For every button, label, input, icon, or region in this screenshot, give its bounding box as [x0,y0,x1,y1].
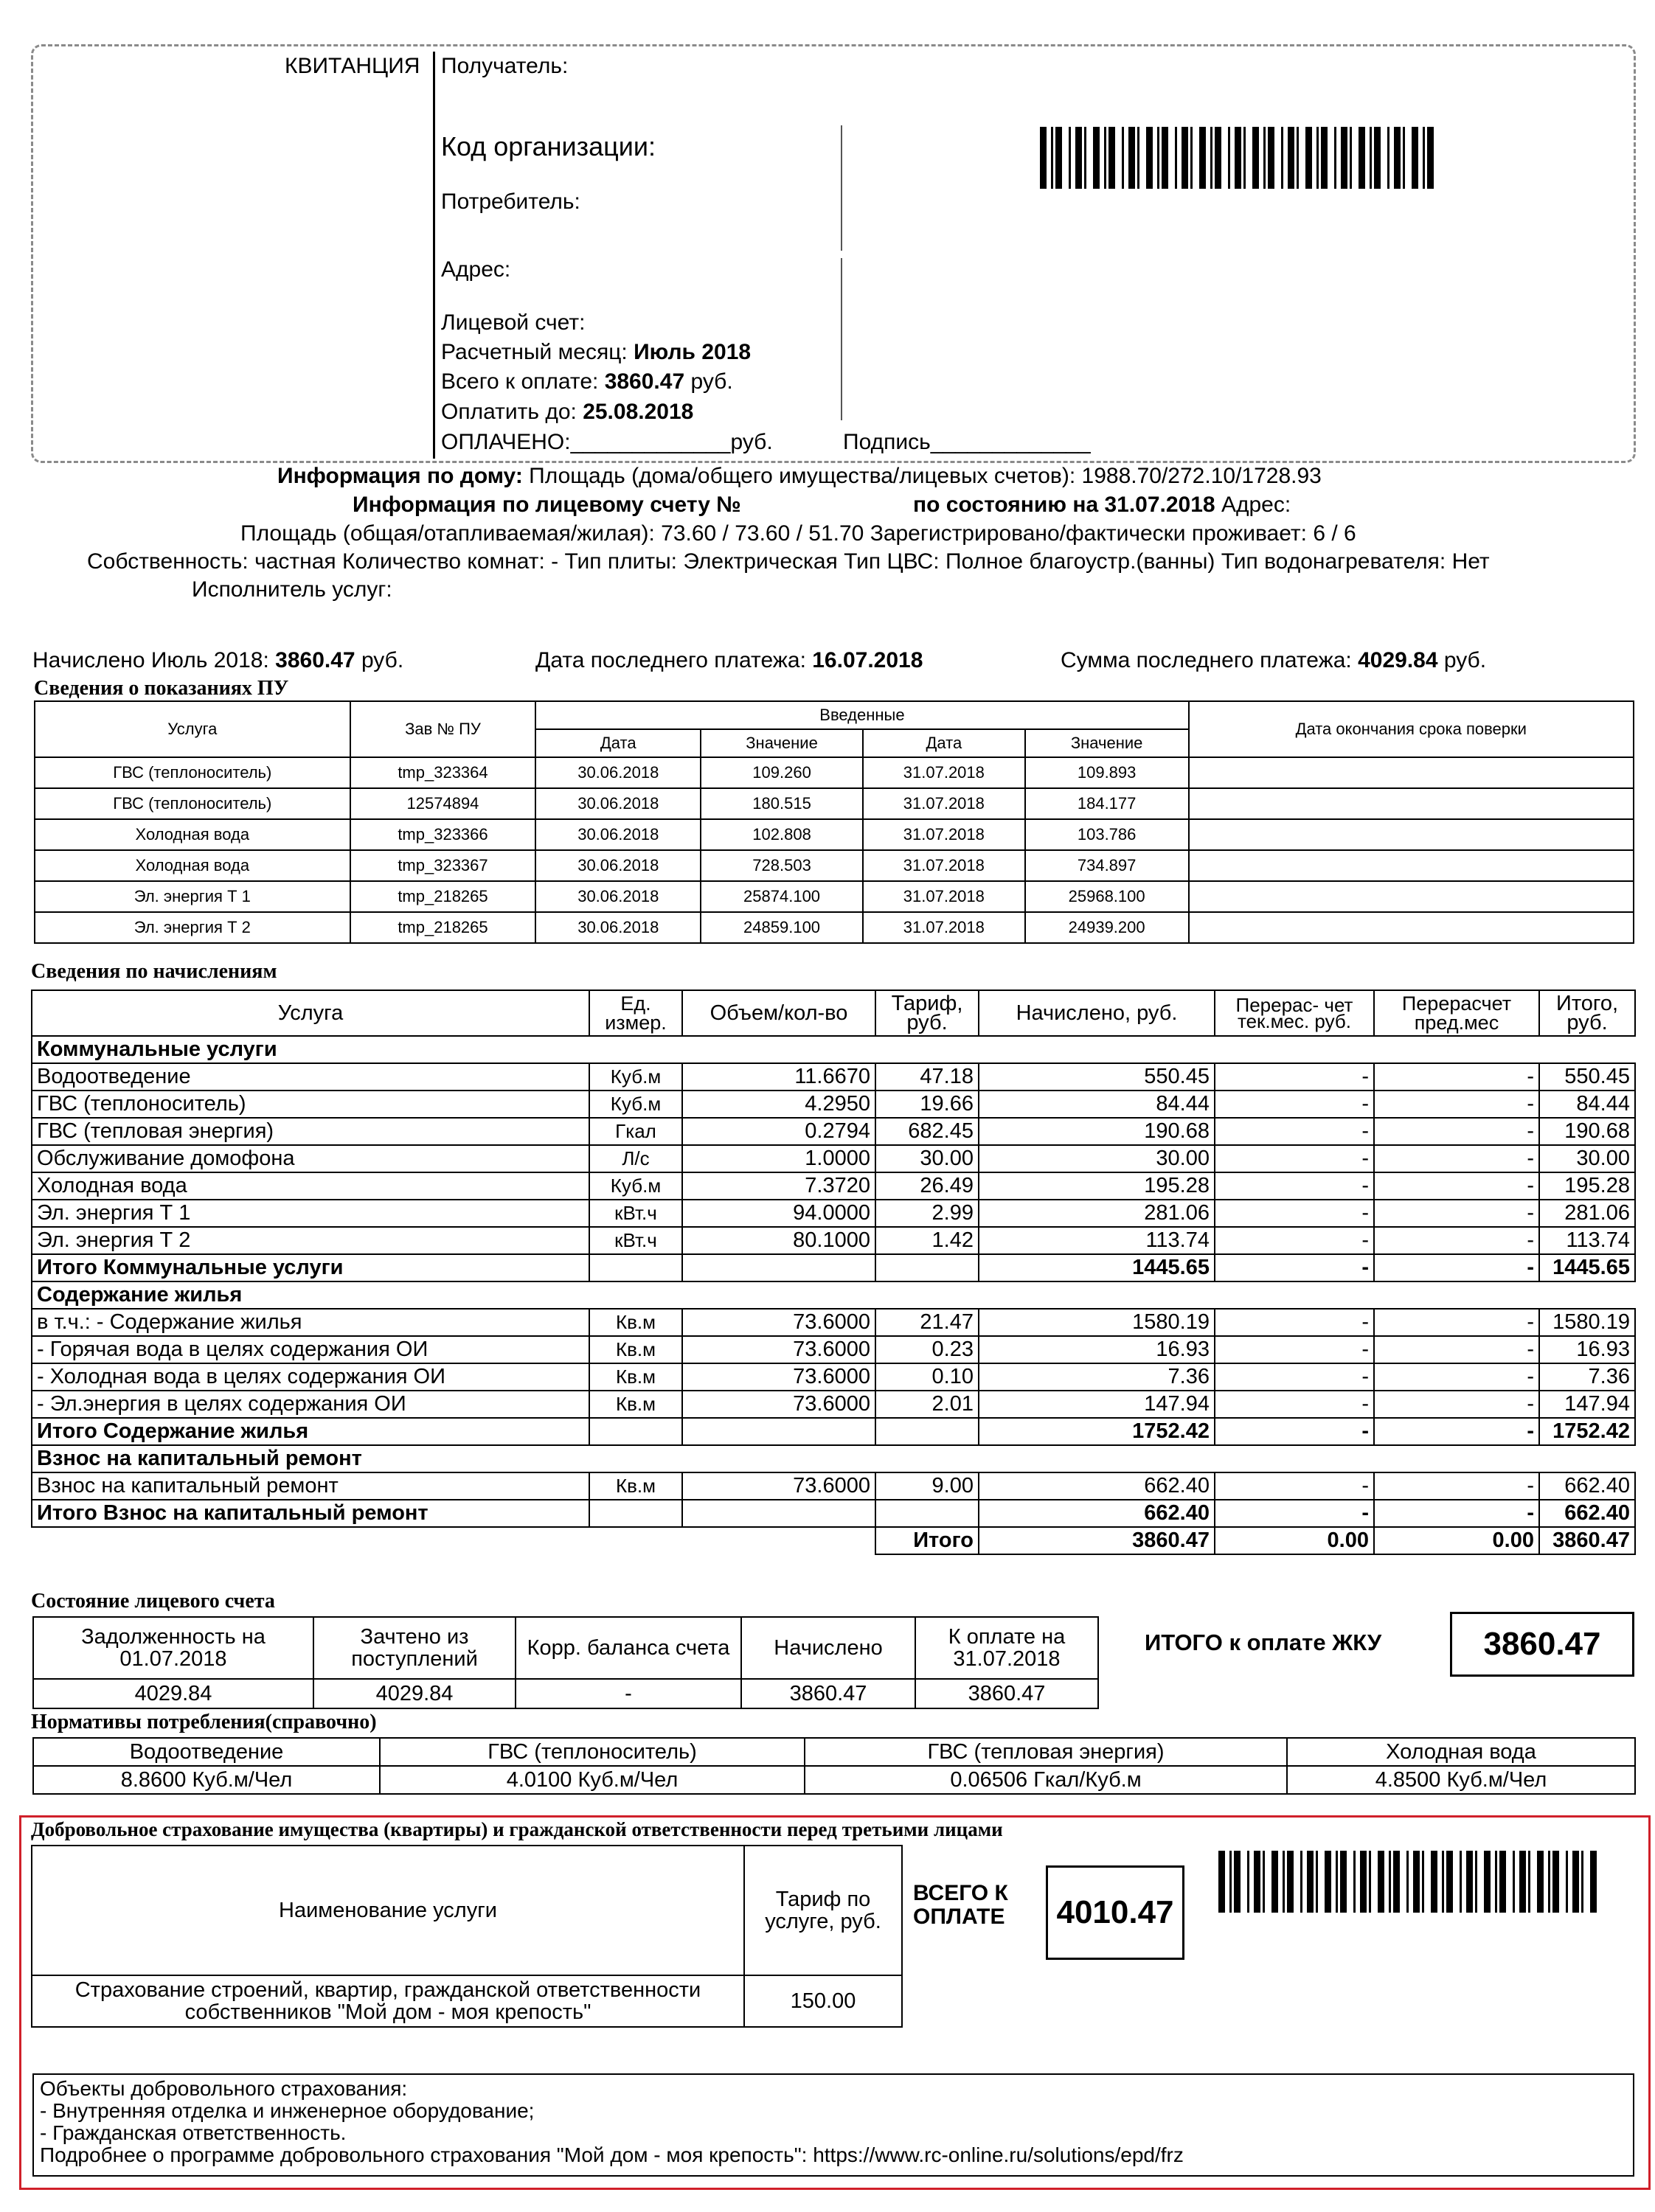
account-state-header: К оплате на 31.07.2018 [915,1617,1098,1679]
accrued: 84.44 [979,1091,1215,1118]
unit: Кв.м [589,1309,682,1336]
charges-row [32,1472,1635,1500]
accrued: 550.45 [979,1063,1215,1091]
charges-section-row [32,1281,1635,1309]
insurance-total-value: 4010.47 [1046,1865,1184,1960]
charges-row [32,1091,1635,1118]
charges-subtotal-row [32,1418,1635,1445]
meter-cell-d1: 30.06.2018 [535,912,701,943]
recipient-label: Получатель: [441,54,569,78]
unit: Кв.м [589,1391,682,1418]
meter-cell-meter: tmp_218265 [350,881,536,912]
norm-header: ГВС (тепловая энергия) [805,1738,1287,1766]
receipt-box [31,44,1636,463]
meter-cell-meter: 12574894 [350,788,536,819]
meter-cell-verification [1189,912,1634,943]
recalc-current: - [1215,1500,1374,1527]
row-total: 113.74 [1539,1227,1635,1254]
tariff: 21.47 [875,1309,979,1336]
service-name: Водоотведение [32,1063,589,1091]
area-line: Площадь (общая/отапливаемая/жилая): 73.60 / 73.60 / 51.70 Зарегистрировано/фактически проживает: 6 / 6 [240,521,1356,546]
meter-cell-verification [1189,819,1634,850]
insurance-title: Добровольное страхование имущества (квартиры) и гражданской ответственности перед третьими лицами [31,1818,1003,1840]
due-line: Оплатить до: 25.08.2018 [441,400,694,424]
meter-cell-v1: 109.260 [701,757,863,788]
recalc-current: - [1215,1227,1374,1254]
recalc-previous: - [1374,1363,1539,1391]
receipt-label: КВИТАНЦИЯ [285,54,420,78]
recalc-previous: - [1374,1172,1539,1200]
subtotal-name: Итого Содержание жилья [32,1418,589,1445]
grand-total-accrued: 3860.47 [979,1527,1215,1554]
recalc-current: - [1215,1363,1374,1391]
service-name: Обслуживание домофона [32,1145,589,1172]
account-state-value: 4029.84 [313,1679,516,1708]
vertical-rule [841,258,842,420]
account-state-header: Корр. баланса счета [516,1617,741,1679]
tariff: 9.00 [875,1472,979,1500]
charges-row [32,1172,1635,1200]
meter-cell-v1: 102.808 [701,819,863,850]
meters-header-date: Дата [535,729,701,757]
recalc-previous: - [1374,1336,1539,1363]
barcode-icon [1040,127,1444,189]
accrued: 281.06 [979,1200,1215,1227]
meter-cell-d1: 30.06.2018 [535,881,701,912]
charges-row [32,1391,1635,1418]
meter-cell-v2: 109.893 [1025,757,1189,788]
insurance-object-item: - Гражданская ответственность. [40,2121,347,2144]
norm-value: 4.8500 Куб.м/Чел [1287,1766,1635,1794]
meter-cell-d2: 31.07.2018 [863,819,1025,850]
tariff: 30.00 [875,1145,979,1172]
charges-header-recalc-current: Перерас- чет тек.мес. руб. [1215,990,1374,1036]
section-name: Коммунальные услуги [32,1036,1635,1063]
meter-cell-v1: 180.515 [701,788,863,819]
volume: 1.0000 [682,1145,875,1172]
norm-header: Водоотведение [33,1738,380,1766]
recalc-current: - [1215,1254,1374,1281]
account-state-table [32,1616,1099,1709]
service-name: Холодная вода [32,1172,589,1200]
row-total: 1445.65 [1539,1254,1635,1281]
recalc-current: - [1215,1200,1374,1227]
meter-cell-v2: 24939.200 [1025,912,1189,943]
tariff: 0.23 [875,1336,979,1363]
charges-section-row [32,1445,1635,1472]
unit: Куб.м [589,1063,682,1091]
charges-row [32,1309,1635,1336]
section-name: Взнос на капитальный ремонт [32,1445,1635,1472]
volume: 4.2950 [682,1091,875,1118]
house-info-line: Информация по дому: Площадь (дома/общего имущества/лицевых счетов): 1988.70/272.10/1728.93 [277,464,1322,488]
service-name: - Эл.энергия в целях содержания ОИ [32,1391,589,1418]
recalc-current: - [1215,1336,1374,1363]
meters-header-verification: Дата окончания срока поверки [1189,701,1634,757]
charges-row [32,1145,1635,1172]
unit: Гкал [589,1118,682,1145]
meters-header-date: Дата [863,729,1025,757]
norms-table [32,1737,1636,1795]
tariff: 19.66 [875,1091,979,1118]
volume: 73.6000 [682,1472,875,1500]
insurance-header-tariff: Тариф по услуге, руб. [744,1846,902,1975]
tariff: 682.45 [875,1118,979,1145]
recalc-previous: - [1374,1227,1539,1254]
meters-table [34,700,1634,944]
recalc-current: - [1215,1172,1374,1200]
volume [682,1418,875,1445]
address-label: Адрес: [441,257,511,282]
unit: кВт.ч [589,1227,682,1254]
accrued: 190.68 [979,1118,1215,1145]
row-total: 662.40 [1539,1500,1635,1527]
recalc-previous: - [1374,1309,1539,1336]
period-line: Расчетный месяц: Июль 2018 [441,340,752,364]
volume [682,1254,875,1281]
meter-cell-v2: 734.897 [1025,850,1189,881]
meters-header-service: Услуга [35,701,350,757]
grand-total-recalc-previous: 0.00 [1374,1527,1539,1554]
charges-header-recalc-previous: Перерасчет пред.мес [1374,990,1539,1036]
insurance-objects-title: Объекты добровольного страхования: [40,2077,408,2100]
row-total: 550.45 [1539,1063,1635,1091]
charges-row [32,1063,1635,1091]
meter-cell-service: ГВС (теплоноситель) [35,788,350,819]
accrued: 30.00 [979,1145,1215,1172]
charges-header-accrued: Начислено, руб. [979,990,1215,1036]
meter-row [35,757,1634,788]
meter-cell-v2: 25968.100 [1025,881,1189,912]
charges-section-row [32,1036,1635,1063]
meter-cell-meter: tmp_218265 [350,912,536,943]
meter-cell-service: Холодная вода [35,819,350,850]
tariff [875,1418,979,1445]
recalc-current: - [1215,1391,1374,1418]
recalc-current: - [1215,1418,1374,1445]
recalc-previous: - [1374,1472,1539,1500]
row-total: 7.36 [1539,1363,1635,1391]
signature-line: Подпись_____________ [843,430,1091,454]
meter-cell-service: Эл. энергия Т 2 [35,912,350,943]
account-state-value: 3860.47 [915,1679,1098,1708]
unit: Кв.м [589,1363,682,1391]
meter-cell-service: Эл. энергия Т 1 [35,881,350,912]
last-payment-date-line: Дата последнего платежа: 16.07.2018 [535,648,923,672]
service-name: ГВС (тепловая энергия) [32,1118,589,1145]
paid-line: ОПЛАЧЕНО:_____________руб. [441,430,773,454]
service-name: - Холодная вода в целях содержания ОИ [32,1363,589,1391]
recalc-previous: - [1374,1091,1539,1118]
meter-cell-verification [1189,757,1634,788]
barcode-icon [1218,1851,1605,1913]
grand-total-recalc-current: 0.00 [1215,1527,1374,1554]
recalc-current: - [1215,1145,1374,1172]
accrued: 147.94 [979,1391,1215,1418]
volume: 11.6670 [682,1063,875,1091]
meter-cell-v1: 24859.100 [701,912,863,943]
row-total: 1580.19 [1539,1309,1635,1336]
charges-header-unit: Ед. измер. [589,990,682,1036]
row-total: 84.44 [1539,1091,1635,1118]
due-value: 25.08.2018 [583,400,694,424]
tariff [875,1254,979,1281]
ownership-line: Собственность: частная Количество комнат: - Тип плиты: Электрическая Тип ЦВС: Полное благоустр.(ванны) Тип водонагревателя: Нет [87,549,1490,574]
volume: 73.6000 [682,1336,875,1363]
meters-title: Сведения о показаниях ПУ [34,677,289,700]
unit: Кв.м [589,1336,682,1363]
meter-row [35,881,1634,912]
recalc-previous: - [1374,1200,1539,1227]
meter-cell-verification [1189,850,1634,881]
service-name: в т.ч.: - Содержание жилья [32,1309,589,1336]
charges-row [32,1363,1635,1391]
volume: 73.6000 [682,1363,875,1391]
meter-cell-d1: 30.06.2018 [535,757,701,788]
row-total: 16.93 [1539,1336,1635,1363]
recalc-previous: - [1374,1500,1539,1527]
recalc-previous: - [1374,1145,1539,1172]
meter-cell-verification [1189,881,1634,912]
meter-cell-v1: 25874.100 [701,881,863,912]
charges-header-total: Итого, руб. [1539,990,1635,1036]
norm-value: 0.06506 Гкал/Куб.м [805,1766,1287,1794]
row-total: 662.40 [1539,1472,1635,1500]
service-name: ГВС (теплоноситель) [32,1091,589,1118]
accrued: 16.93 [979,1336,1215,1363]
meter-cell-v2: 103.786 [1025,819,1189,850]
volume: 73.6000 [682,1309,875,1336]
last-payment-sum-line: Сумма последнего платежа: 4029.84 руб. [1061,648,1487,672]
recalc-previous: - [1374,1418,1539,1445]
unit: Куб.м [589,1172,682,1200]
housing-total-value: 3860.47 [1450,1612,1634,1677]
section-name: Содержание жилья [32,1281,1635,1309]
service-name: Эл. энергия Т 1 [32,1200,589,1227]
tariff: 47.18 [875,1063,979,1091]
meter-cell-service: ГВС (теплоноситель) [35,757,350,788]
consumer-label: Потребитель: [441,189,580,214]
meter-cell-meter: tmp_323367 [350,850,536,881]
total-value: 3860.47 [604,369,685,394]
meter-cell-d2: 31.07.2018 [863,912,1025,943]
tariff: 0.10 [875,1363,979,1391]
meter-cell-verification [1189,788,1634,819]
meters-header-meter: Зав № ПУ [350,701,536,757]
receipt-divider [433,52,435,459]
charges-row [32,1336,1635,1363]
insurance-table [31,1845,903,2028]
account-info-label: Информация по лицевому счету № [353,493,741,517]
charges-row [32,1227,1635,1254]
charges-table [31,990,1636,1555]
unit: Куб.м [589,1091,682,1118]
recalc-previous: - [1374,1063,1539,1091]
volume: 94.0000 [682,1200,875,1227]
accrued: 662.40 [979,1500,1215,1527]
account-state-value: 4029.84 [33,1679,313,1708]
service-name: - Горячая вода в целях содержания ОИ [32,1336,589,1363]
meter-cell-d2: 31.07.2018 [863,850,1025,881]
insurance-service-name: Страхование строений, квартир, гражданской ответственности собственников "Мой дом - моя крепость" [32,1975,744,2027]
recalc-current: - [1215,1472,1374,1500]
account-state-title: Состояние лицевого счета [31,1590,275,1613]
grand-total-label: Итого [875,1527,979,1554]
account-state-header: Зачтено из поступлений [313,1617,516,1679]
row-total: 1752.42 [1539,1418,1635,1445]
norm-header: ГВС (теплоноситель) [380,1738,805,1766]
row-total: 281.06 [1539,1200,1635,1227]
row-total: 147.94 [1539,1391,1635,1418]
insurance-object-item: - Внутренняя отделка и инженерное оборудование; [40,2099,535,2122]
accrued: 1580.19 [979,1309,1215,1336]
subtotal-name: Итого Коммунальные услуги [32,1254,589,1281]
insurance-objects-box [32,2073,1634,2177]
volume: 80.1000 [682,1227,875,1254]
tariff: 2.99 [875,1200,979,1227]
meter-row [35,788,1634,819]
charges-header-service: Услуга [32,990,589,1036]
unit: Кв.м [589,1472,682,1500]
meters-header-value: Значение [701,729,863,757]
charges-subtotal-row [32,1500,1635,1527]
tariff: 2.01 [875,1391,979,1418]
tariff: 1.42 [875,1227,979,1254]
executor-line: Исполнитель услуг: [192,577,392,602]
housing-total-label: ИТОГО к оплате ЖКУ [1145,1630,1382,1655]
insurance-total-label: ВСЕГО К ОПЛАТЕ [913,1881,1008,1929]
meter-cell-d2: 31.07.2018 [863,757,1025,788]
norm-header: Холодная вода [1287,1738,1635,1766]
insurance-header-service: Наименование услуги [32,1846,744,1975]
accrued: 113.74 [979,1227,1215,1254]
meter-cell-d1: 30.06.2018 [535,819,701,850]
accrued: 1445.65 [979,1254,1215,1281]
grand-total-sum: 3860.47 [1539,1527,1635,1554]
service-name: Эл. энергия Т 2 [32,1227,589,1254]
meter-cell-v1: 728.503 [701,850,863,881]
account-state-value: - [516,1679,741,1708]
charges-header-volume: Объем/кол-во [682,990,875,1036]
recalc-previous: - [1374,1254,1539,1281]
vertical-rule [841,125,842,251]
meter-row [35,912,1634,943]
accrued-line: Начислено Июль 2018: 3860.47 руб. [32,648,404,672]
account-state-header: Начислено [741,1617,915,1679]
norms-title: Нормативы потребления(справочно) [31,1711,377,1733]
meter-cell-d1: 30.06.2018 [535,850,701,881]
account-state-header: Задолженность на 01.07.2018 [33,1617,313,1679]
unit [589,1418,682,1445]
recalc-current: - [1215,1063,1374,1091]
meters-header-entered: Введенные [535,701,1188,729]
meter-cell-d2: 31.07.2018 [863,788,1025,819]
row-total: 195.28 [1539,1172,1635,1200]
row-total: 30.00 [1539,1145,1635,1172]
meter-cell-meter: tmp_323366 [350,819,536,850]
meter-cell-v2: 184.177 [1025,788,1189,819]
meters-header-value: Значение [1025,729,1189,757]
meter-cell-service: Холодная вода [35,850,350,881]
account-label: Лицевой счет: [441,310,586,335]
tariff [875,1500,979,1527]
account-state-line: по состоянию на 31.07.2018 Адрес: [913,493,1291,517]
meter-row [35,850,1634,881]
tariff: 26.49 [875,1172,979,1200]
norm-value: 4.0100 Куб.м/Чел [380,1766,805,1794]
unit [589,1500,682,1527]
charges-subtotal-row [32,1254,1635,1281]
meter-row [35,819,1634,850]
period-value: Июль 2018 [634,340,752,364]
recalc-current: - [1215,1091,1374,1118]
subtotal-name: Итого Взнос на капитальный ремонт [32,1500,589,1527]
volume: 0.2794 [682,1118,875,1145]
accrued: 195.28 [979,1172,1215,1200]
total-line: Всего к оплате: 3860.47 руб. [441,369,733,394]
volume: 73.6000 [682,1391,875,1418]
unit: кВт.ч [589,1200,682,1227]
row-total: 190.68 [1539,1118,1635,1145]
recalc-current: - [1215,1118,1374,1145]
accrued: 1752.42 [979,1418,1215,1445]
insurance-tariff-value: 150.00 [744,1975,902,2027]
charges-header-tariff: Тариф, руб. [875,990,979,1036]
charges-row [32,1118,1635,1145]
recalc-current: - [1215,1309,1374,1336]
volume [682,1500,875,1527]
accrued: 662.40 [979,1472,1215,1500]
charges-row [32,1200,1635,1227]
norm-value: 8.8600 Куб.м/Чел [33,1766,380,1794]
insurance-more-info: Подробнее о программе добровольного страхования "Мой дом - моя крепость": https://www.rc-online.ru/solutions/epd/frz [40,2143,1184,2166]
service-name: Взнос на капитальный ремонт [32,1472,589,1500]
unit: Л/с [589,1145,682,1172]
account-state-value: 3860.47 [741,1679,915,1708]
charges-title: Сведения по начислениям [31,960,277,983]
unit [589,1254,682,1281]
meter-cell-meter: tmp_323364 [350,757,536,788]
accrued: 7.36 [979,1363,1215,1391]
volume: 7.3720 [682,1172,875,1200]
meter-cell-d1: 30.06.2018 [535,788,701,819]
meter-cell-d2: 31.07.2018 [863,881,1025,912]
recalc-previous: - [1374,1118,1539,1145]
org-code-label: Код организации: [441,131,656,161]
recalc-previous: - [1374,1391,1539,1418]
